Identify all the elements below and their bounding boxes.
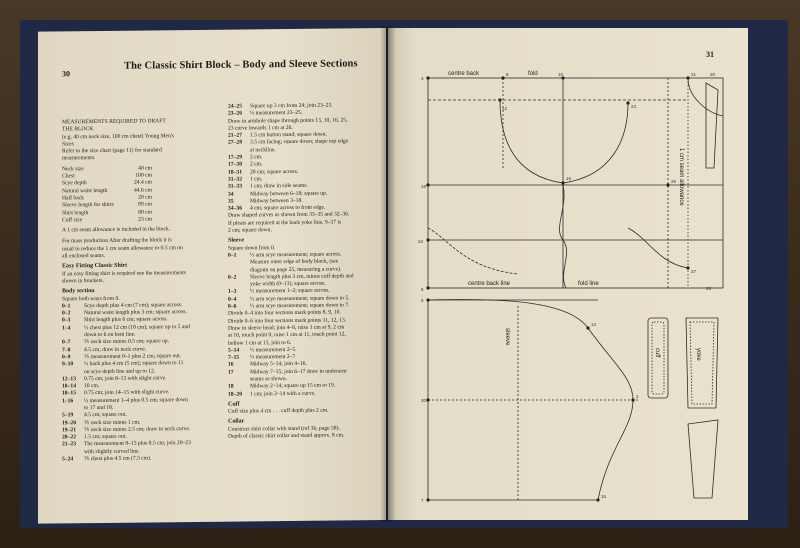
step-text-line: ⅓ measurement 23–25. (250, 110, 303, 117)
intro-line: Refer to the size chart (page 11) for standard (62, 147, 162, 155)
step-text-line: 4.5 cm; draw in neck curve. (84, 346, 147, 353)
measurement-name: Cuff size (62, 217, 83, 224)
step-row (62, 455, 212, 464)
step-key: 10–15 (62, 390, 76, 397)
measurement-value: 40 cm (138, 165, 152, 172)
step-text-line: Midway between 3–18. (250, 197, 303, 205)
back-hem-curve (428, 228, 518, 274)
sleeve-head-curve (428, 299, 633, 500)
after-line: Draw shaped curves as shown from 33–35 and 32–36. (228, 211, 350, 220)
pocket-piece (688, 420, 718, 498)
intro-line: Sizes (62, 141, 74, 148)
step-text (84, 360, 183, 376)
draw-line: Draw in armhole shape through points 13, 10, 16, 25, (228, 116, 348, 125)
mass-production-line: For mass production After drafting the block it is (62, 237, 172, 245)
svg-text:14: 14 (591, 322, 597, 327)
step-text-line: ⅕ neck size minus 1 cm. (84, 419, 141, 426)
easy-fitting-line: If an easy fitting shirt is required use the measurements (62, 269, 186, 278)
measurement-value: 89 cm (138, 201, 152, 208)
step-text-line: Sleeve length plus 3 cm, minus cuff depth and (250, 273, 354, 281)
page-number-left: 30 (62, 69, 70, 79)
measurements-table (62, 165, 212, 225)
facing-strip (706, 83, 718, 168)
step-key: 34–36 (228, 205, 242, 212)
label-fold-line: fold line (578, 281, 599, 287)
yoke-inner (690, 322, 714, 404)
intro-line: (e.g. 40 cm neck size, 100 cm chest) Young Men's (62, 132, 175, 140)
svg-text:12: 12 (502, 106, 508, 111)
svg-text:9: 9 (506, 72, 509, 77)
step-row (228, 273, 386, 289)
divide-line: hollow 1 cm at 13, join to 6. (228, 339, 292, 347)
intro-line: measurements. (62, 155, 96, 162)
step-text-line: ½ measurement 1–4 plus 0.5 cm; square down (84, 396, 188, 404)
step-key: 5–24 (62, 456, 74, 463)
step-text-line: Midway 7–15; join 6–17 draw in underarm (250, 368, 347, 376)
step-text-line: 1.5 cm button stand; square down. (250, 131, 327, 139)
step-text-line: Midway between 6–18; square up. (250, 190, 328, 197)
svg-text:34: 34 (418, 239, 424, 244)
step-key: 23–26 (228, 110, 242, 117)
step-text-line: ⅓ measurement 2–7. (250, 354, 297, 361)
svg-text:2: 2 (636, 394, 639, 399)
step-text-line: 1 cm; draw in side seams. (250, 183, 308, 190)
step-text-line: ½ measurement 1–2; square across. (250, 288, 330, 295)
measurement-name: Neck size (62, 165, 84, 173)
step-text (250, 154, 262, 161)
yoke-piece (686, 318, 718, 408)
step-text-line: Midway 2–14; square up 15 cm to 19. (250, 382, 336, 390)
step-text-line: 2 cm. (250, 154, 263, 161)
step-text-line: 3.5 cm facing; square down; shape top edge (250, 138, 349, 146)
label-sleeve: sleeve (504, 328, 510, 346)
measurement-value: 23 cm (138, 216, 152, 223)
step-text-line: 4.5 cm; square out. (84, 411, 127, 419)
step-text-line: Midway 5–14; join 4–16. (250, 361, 307, 368)
step-key: 17 (228, 369, 234, 376)
cuff-inner (652, 322, 664, 394)
easy-fitting-line: shown in brackets. (62, 277, 104, 285)
label-back-fold-line: centre back line (468, 281, 511, 287)
svg-text:27: 27 (691, 269, 697, 274)
svg-text:5: 5 (421, 298, 424, 303)
step-text-line: to 17 and 18. (84, 404, 114, 412)
step-text-line: 1 cm; join 2–14 with a curve. (250, 390, 316, 398)
step-text-line: Measure outer edge of body block, (see (250, 258, 339, 266)
measurement-value: 24.4 cm (133, 179, 152, 187)
measurement-name: Chest (62, 173, 75, 180)
page-title: The Classic Shirt Block – Body and Sleeve Sections (124, 58, 358, 72)
step-key: 24–25 (228, 103, 242, 110)
seam-note: A 1 cm seam allowance is included in the block. (62, 226, 171, 234)
step-text (250, 162, 262, 169)
label-centre-back: centre back (448, 71, 480, 77)
step-key: 0–3 (62, 317, 71, 324)
step-text-line: 2 cm. (250, 161, 263, 168)
measurement-value: 80 cm (138, 209, 152, 216)
step-text-line: ⅕ neck size minus 0.5 cm; square up. (84, 338, 170, 346)
instructions-column-1 (62, 118, 212, 464)
step-text (84, 456, 151, 464)
svg-text:10: 10 (558, 72, 564, 77)
body-intro: Square both ways from 0. (62, 295, 120, 302)
divide-line: Draw in sleeve head; join 4–8, raise 1 cm at 9, 2 cm (228, 324, 345, 332)
step-key: 19–21 (62, 427, 76, 434)
step-key: 17–29 (228, 154, 242, 161)
svg-text:16: 16 (566, 176, 572, 181)
svg-text:28: 28 (706, 286, 712, 291)
label-fold: fold (528, 71, 538, 77)
collar-heading: Collar (228, 418, 245, 426)
step-row (228, 138, 386, 154)
step-text-line: ⅓ arm scye measurement; square across. (250, 251, 342, 259)
step-text (250, 176, 262, 183)
label-cuff: cuff (654, 348, 660, 358)
step-row (62, 440, 212, 456)
step-text-line: ⅕ chest plus 4.5 cm (7.5 cm). (84, 455, 152, 463)
measurement-name: Half back (62, 195, 84, 202)
step-text-line: with slightly curved line. (84, 448, 140, 455)
step-row (228, 251, 386, 275)
page-number-right: 31 (706, 50, 714, 59)
step-key: 21–27 (228, 132, 242, 139)
step-key: 34 (228, 191, 234, 198)
step-text (84, 397, 188, 413)
step-key: 0–1 (62, 303, 71, 310)
step-key: 10–14 (62, 383, 76, 390)
measurement-name: Shirt length (62, 209, 89, 216)
step-key: 7–15 (228, 354, 240, 361)
step-text (84, 324, 190, 340)
pattern-diagram (388, 28, 748, 520)
svg-text:23: 23 (631, 104, 637, 109)
step-key: 0–4 (228, 296, 237, 303)
step-text-line: at neckline. (250, 146, 276, 154)
svg-text:21: 21 (691, 72, 697, 77)
step-key: 18–20 (228, 391, 242, 398)
step-text-line: 20 cm; square across. (250, 168, 299, 176)
collar-line: Construct shirt collar with stand (ref 3b, page 58). (228, 425, 340, 433)
step-text-line: ½ back plus 4 cm (5 cm); square down to 11 (84, 360, 184, 368)
label-yoke: yoke (695, 348, 701, 361)
step-text-line: 0.75 cm; join 14–15 with slight curve. (84, 389, 170, 397)
step-text (84, 426, 190, 434)
draw-line: 23 curve inwards 1 cm at 26. (228, 124, 293, 132)
step-key: 9–10 (62, 361, 74, 368)
step-key: 16 (228, 361, 234, 369)
after-line: 2 cm; square down. (228, 227, 272, 234)
right-page (388, 28, 748, 520)
section-heading: THE BLOCK (62, 126, 94, 133)
step-key: 27–28 (228, 139, 242, 147)
step-text (250, 139, 348, 155)
mass-production-line: all enclosed seams. (62, 252, 106, 260)
step-key: 0–2 (62, 310, 71, 317)
step-row (62, 397, 212, 413)
step-text-line: diagram on page 25, measuring a curve). (250, 265, 342, 273)
step-text-line: Square up 3 cm from 24; join 23–25. (250, 102, 333, 110)
step-key: 21–23 (62, 441, 76, 448)
step-text-line: 10 cm. (84, 383, 100, 390)
measurement-value: 100 cm (135, 172, 152, 179)
cuff-piece (648, 318, 668, 398)
step-key: 18 (228, 383, 234, 390)
mass-production-line: usual to reduce the 1 cm seam allowance to 0.5 cm on (62, 244, 183, 253)
step-key: 5–14 (228, 347, 240, 354)
left-page (38, 28, 386, 524)
front-hem-curve (628, 228, 688, 268)
step-key: 0–9 (62, 354, 71, 361)
step-key: 1–4 (62, 325, 71, 332)
step-text (250, 390, 316, 398)
step-text-line: 4 cm; square across to front edge. (250, 204, 326, 212)
after-line: If pleats are required at the back yoke line, 9–37 is (228, 219, 342, 227)
step-text-line: seams as shown. (250, 376, 288, 383)
step-row (62, 324, 212, 340)
step-text-line: ⅓ measurement 2–5. (250, 346, 297, 354)
sleeve-heading: Sleeve (228, 237, 244, 244)
measurement-value: 20 cm (138, 194, 152, 201)
step-row (62, 360, 212, 376)
step-text-line: yoke width (0–13); square across. (250, 280, 326, 288)
step-text (250, 368, 347, 384)
svg-text:7: 7 (421, 498, 424, 503)
step-key: 19–20 (62, 419, 76, 426)
armhole-curve (500, 100, 628, 183)
step-key: 0–2 (228, 274, 237, 281)
svg-text:25: 25 (671, 179, 677, 184)
step-key: 12–13 (62, 376, 76, 383)
step-key: 5–19 (62, 412, 74, 419)
svg-text:20: 20 (421, 398, 427, 403)
step-text-line: 0.75 cm; join 8–13 with slight curve. (84, 375, 167, 382)
step-text-line: ⅕ measurement 0–1 plus 2 cm; square out. (84, 353, 182, 361)
cuff-heading: Cuff (228, 401, 240, 408)
measurement-name: Sleeve length for shirts (62, 202, 114, 209)
divide-line: Divide 0–6 into four sections mark points 11, 12, 13. (228, 317, 347, 325)
step-text-line: ½ arm scye measurement; square down to 5. (250, 295, 350, 303)
measurement-name: Scye depth (62, 180, 87, 187)
measurement-row (62, 216, 152, 224)
step-row (228, 390, 386, 399)
step-text-line: 1.5 cm; square out. (84, 433, 127, 441)
step-key: 0–6 (228, 303, 237, 310)
divide-line: at 10, touch point 0, raise 1 cm at 11, touch point 12, (228, 331, 346, 339)
svg-text:6: 6 (421, 287, 424, 292)
step-key: 0–1 (228, 252, 237, 259)
step-key: 35 (228, 198, 234, 205)
step-key: 18–31 (228, 169, 242, 176)
cuff-text: Cuff size plus 4 cm . . . cuff depth plus 2 cm. (228, 407, 329, 415)
step-text (250, 251, 341, 274)
sleeve-intro: Square down from 0. (228, 244, 276, 252)
instructions-column-2 (228, 102, 386, 441)
label-cb-allowance: 1 cm seam allowance (678, 148, 684, 206)
step-key: 31–32 (228, 176, 242, 183)
divide-line: Divide 0–4 into four sections mark points 8, 9, 10. (228, 309, 341, 317)
book-gutter (380, 26, 396, 522)
svg-text:20: 20 (710, 72, 716, 77)
step-key: 1–16 (62, 397, 74, 405)
step-key: 1–3 (228, 288, 237, 296)
step-text-line: Scye depth plus 4 cm (7 cm); square across. (84, 301, 183, 309)
svg-text:15: 15 (601, 494, 607, 499)
easy-fitting-heading: Easy Fitting Classic Shirt (62, 263, 128, 270)
step-text-line: 1 cm. (250, 176, 263, 183)
step-text (84, 441, 191, 457)
step-key: 31–33 (228, 183, 242, 190)
step-text-line: The measurement 8–13 plus 0.5 cm; join 20–23 (84, 440, 191, 448)
step-key: 17–30 (228, 161, 242, 169)
step-text-line: Natural waist length plus 3 cm; square across. (84, 309, 187, 317)
collar-line: Depth of classic shirt collar and stand approx. 8 cm. (228, 432, 345, 440)
step-text-line: Shirt length plus 6 cm; square across. (84, 316, 168, 324)
section-heading: MEASUREMENTS REQUIRED TO DRAFT (62, 118, 166, 126)
step-text-line: ½ arm scye measurement; square down to 7. (250, 302, 350, 310)
step-text (250, 273, 354, 289)
step-key: 0–7 (62, 339, 71, 346)
step-key: 20–22 (62, 434, 76, 441)
step-text (250, 169, 298, 177)
svg-text:18: 18 (421, 184, 427, 189)
step-text (84, 375, 167, 383)
measurement-name: Natural waist length (62, 187, 108, 195)
measurement-value: 44.6 cm (133, 187, 152, 194)
step-text-line: on scye depth line and up to 12. (84, 367, 156, 375)
step-row (228, 368, 386, 384)
step-text-line: ⅕ neck size minus 2.5 cm; draw in neck curve. (84, 425, 191, 434)
body-section-heading: Body section (62, 288, 95, 295)
step-text-line: down to 6 on hem line. (84, 331, 136, 339)
svg-text:3: 3 (421, 76, 424, 81)
step-key: 7–8 (62, 346, 71, 354)
step-text (250, 110, 302, 118)
step-text-line: ½ chest plus 12 cm (18 cm); square up to 5 and (84, 323, 190, 331)
